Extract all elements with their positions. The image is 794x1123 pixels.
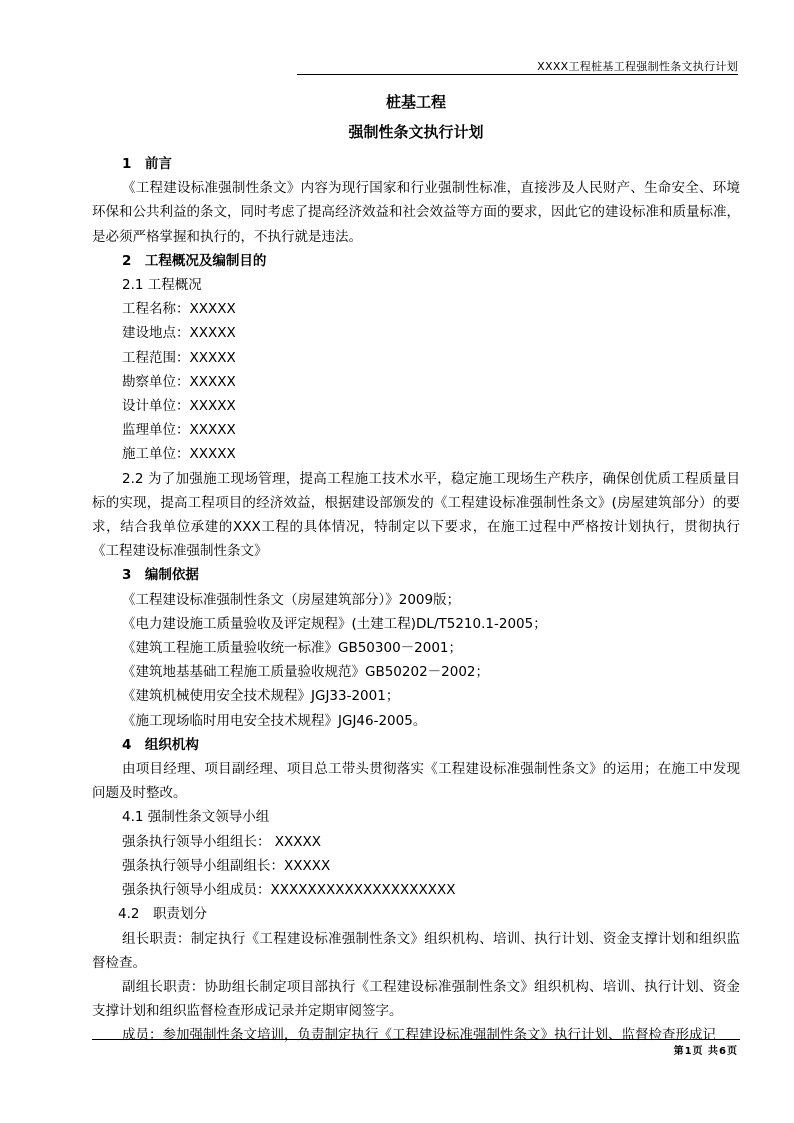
section-4-2-heading: 4.2 职责划分	[118, 906, 207, 923]
reference-item: 《建筑机械使用安全技术规程》JGJ33-2001；	[122, 688, 400, 705]
reference-item: 《电力建设施工质量验收及评定规程》(土建工程)DL/T5210.1-2005；	[122, 615, 547, 632]
project-info-item: 工程名称：XXXXX	[122, 301, 236, 318]
section-2-2-paragraph: 2.2 为了加强施工现场管理，提高工程施工技术水平，稳定施工现场生产秩序，确保创优质工程质量目标的实现，提高工程项目的经济效益，根据建设部颁发的《工程建设标准强制性条文》(房屋建筑部分）的要求，结合我单位承建的XXX工程的具体情况，特制定以下要求，在施工过程中严格按计划执行，贯彻执行《工程建设标准强制性条文》	[92, 470, 740, 560]
duty-paragraph: 副组长职责：协助组长制定项目部执行《工程建设标准强制性条文》组织机构、培训、执行计划、资金支撑计划和组织监督检查形成记录并定期审阅签字。	[92, 978, 740, 1020]
project-info-item: 设计单位：XXXXX	[122, 398, 236, 415]
section-4-heading: 4 组织机构	[122, 736, 199, 753]
section-2-heading: 2 工程概况及编制目的	[122, 252, 267, 269]
project-info-item: 建设地点：XXXXX	[122, 325, 236, 342]
group-member-item: 强条执行领导小组组长： XXXXX	[122, 833, 322, 850]
reference-item: 《建筑地基基础工程施工质量验收规范》GB50202－2002；	[122, 664, 490, 681]
footer-rule	[92, 1039, 740, 1040]
duty-paragraph: 组长职责：制定执行《工程建设标准强制性条文》组织机构、培训、执行计划、资金支撑计划和组织监督检查。	[92, 930, 740, 971]
section-1-heading: 1 前言	[122, 156, 172, 172]
page-header: XXXX工程桩基工程强制性条文执行计划	[537, 60, 738, 73]
section-1-paragraph: 《工程建设标准强制性条文》内容为现行国家和行业强制性标准，直接涉及人民财产、生命安全、环境环保和公共利益的条文，同时考虑了提高经济效益和社会效益等方面的要求，因此它的建设标准和质量标准，是必须严格掌握和执行的，不执行就是违法。	[92, 180, 740, 245]
document-body	[92, 88, 740, 1048]
project-info-item: 工程范围：XXXXX	[122, 349, 236, 366]
group-member-item: 强条执行领导小组成员：XXXXXXXXXXXXXXXXXXXX	[122, 882, 456, 899]
section-4-paragraph: 由项目经理、项目副经理、项目总工带头贯彻落实《工程建设标准强制性条文》的运用；在施工中发现问题及时整改。	[92, 761, 740, 802]
project-info-item: 监理单位：XXXXX	[122, 422, 236, 439]
duty-paragraph: 成员：参加强制性条文培训，负责制定执行《工程建设标准强制性条文》执行计划、监督检查形成记	[122, 1027, 716, 1044]
page-footer: 第1页 共6页	[673, 1046, 738, 1057]
project-info-item: 施工单位：XXXXX	[122, 446, 236, 463]
section-3-heading: 3 编制依据	[122, 567, 199, 584]
group-member-item: 强条执行领导小组副组长：XXXXX	[122, 857, 331, 874]
section-2-1-heading: 2.1 工程概况	[122, 277, 202, 294]
document-title: 桩基工程	[385, 93, 446, 111]
document-subtitle: 强制性条文执行计划	[348, 123, 484, 141]
project-info-item: 勘察单位：XXXXX	[122, 373, 236, 390]
header-rule	[297, 74, 738, 75]
reference-item: 《建筑工程施工质量验收统一标准》GB50300－2001；	[122, 640, 463, 657]
reference-item: 《施工现场临时用电安全技术规程》JGJ46-2005。	[122, 712, 427, 729]
section-4-1-heading: 4.1 强制性条文领导小组	[122, 809, 270, 826]
reference-item: 《工程建设标准强制性条文（房屋建筑部分）》2009版；	[122, 591, 461, 608]
